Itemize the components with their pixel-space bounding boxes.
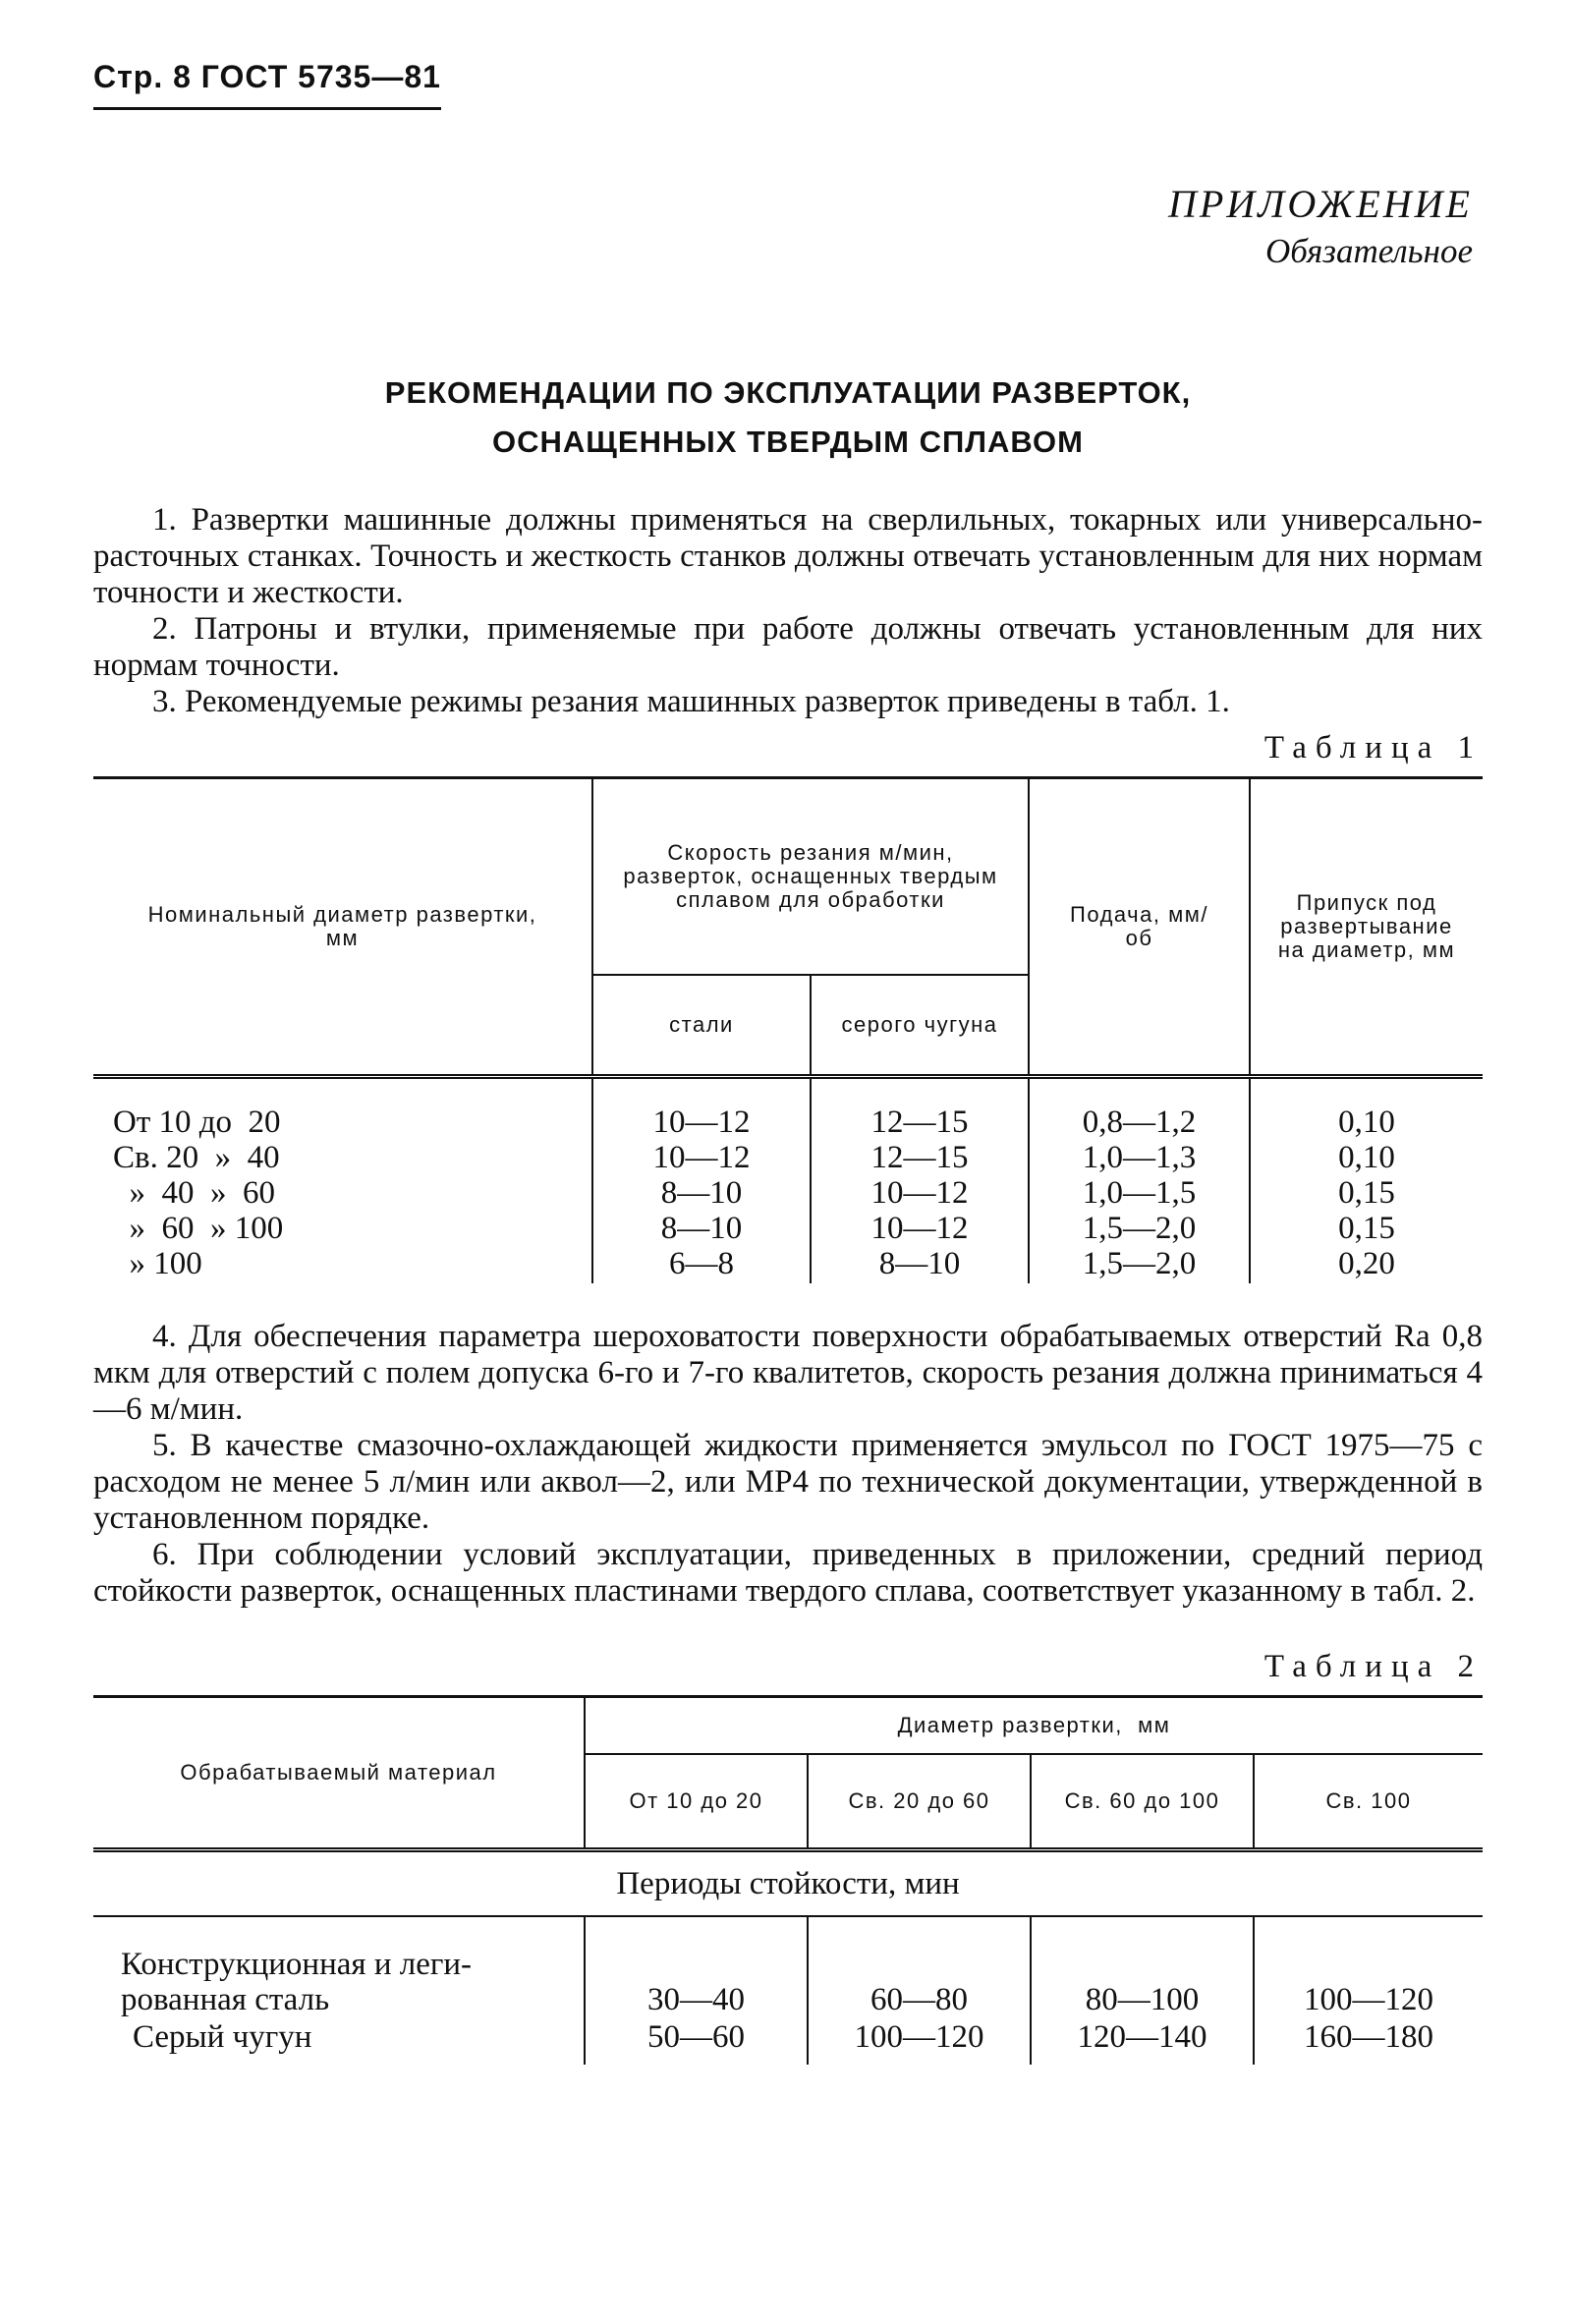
table-row (93, 1211, 1483, 1246)
paragraph-2: 2. Патроны и втулки, применяемые при работе должны отвечать установленным для них нормам точности. (93, 611, 1483, 683)
header-col-60-100: Св. 60 до 100 (1031, 1754, 1254, 1850)
cell-steel: 10—12 (592, 1077, 811, 1141)
period-label: Периоды стойкости, мин (93, 1850, 1483, 1917)
table-period-row (93, 1850, 1483, 1917)
cell-diameter: » 40 » 60 (113, 1175, 275, 1211)
page-header: Стр. 8 ГОСТ 5735—81 (93, 59, 441, 110)
paragraphs-section-1 (93, 502, 1483, 720)
cell-allowance: 0,10 (1250, 1140, 1483, 1175)
cell-allowance: 0,15 (1250, 1175, 1483, 1211)
table-2-caption: Таблица 2 (1263, 1649, 1483, 1684)
header-nominal-diameter: Номинальный диаметр развертки, мм (93, 778, 592, 1077)
cell-feed: 1,0—1,3 (1029, 1140, 1250, 1175)
table-row (93, 1916, 1483, 2018)
header-allowance: Припуск под развертывание на диаметр, мм (1250, 778, 1483, 1077)
header-col-100: Св. 100 (1254, 1754, 1483, 1850)
cell-value: 30—40 (585, 1916, 808, 2018)
paragraph-3: 3. Рекомендуемые режимы резания машинных разверток приведены в табл. 1. (152, 684, 1230, 719)
annex-subtitle: Обязательное (1265, 232, 1473, 270)
header-steel: стали (592, 975, 811, 1077)
cell-value: 50—60 (585, 2018, 808, 2065)
table-1-cutting-modes (93, 776, 1483, 1283)
document-title (93, 368, 1483, 467)
cell-steel: 10—12 (592, 1140, 811, 1175)
paragraph-5: 5. В качестве смазочно-охлаждающей жидкости применяется эмульсол по ГОСТ 1975—75 с расходом не менее 5 л/мин или аквол—2, или МР4 по технической документации, утвержденной в установленном порядке. (93, 1428, 1483, 1536)
table-row (93, 1077, 1483, 1141)
cell-material (93, 1916, 585, 2018)
table-row (93, 1140, 1483, 1175)
cell-value: 160—180 (1254, 2018, 1483, 2065)
material-line-2: рованная сталь (121, 1982, 330, 2017)
header-col-10-20: От 10 до 20 (585, 1754, 808, 1850)
cell-cast-iron: 12—15 (811, 1077, 1029, 1141)
cell-steel: 6—8 (592, 1246, 811, 1283)
cell-value: 100—120 (808, 2018, 1031, 2065)
annex-title: ПРИЛОЖЕНИЕ (1168, 182, 1473, 226)
table-2-tool-life (93, 1695, 1483, 2065)
header-cutting-speed: Скорость резания м/мин, разверток, оснащенных твердым сплавом для обработки (592, 778, 1029, 975)
cell-diameter: Св. 20 » 40 (113, 1140, 280, 1175)
cell-value: 120—140 (1031, 2018, 1254, 2065)
material-line-1: Конструкционная и леги- (121, 1947, 473, 1982)
cell-value: 100—120 (1254, 1916, 1483, 2018)
cell-cast-iron: 10—12 (811, 1175, 1029, 1211)
document-title-line-2: ОСНАЩЕННЫХ ТВЕРДЫМ СПЛАВОМ (492, 425, 1084, 459)
paragraph-6: 6. При соблюдении условий эксплуатации, приведенных в приложении, средний период стойкости разверток, оснащенных пластинами твердого сплава, соответствует указанному в табл. 2. (93, 1537, 1483, 1609)
cell-allowance: 0,10 (1250, 1077, 1483, 1141)
cell-value: 80—100 (1031, 1916, 1254, 2018)
cell-feed: 1,0—1,5 (1029, 1175, 1250, 1211)
document-title-line-1: РЕКОМЕНДАЦИИ ПО ЭКСПЛУАТАЦИИ РАЗВЕРТОК, (384, 375, 1192, 410)
cell-diameter: От 10 до 20 (113, 1105, 281, 1140)
cell-steel: 8—10 (592, 1175, 811, 1211)
cell-feed: 0,8—1,2 (1029, 1077, 1250, 1141)
table-row (93, 1246, 1483, 1283)
cell-cast-iron: 10—12 (811, 1211, 1029, 1246)
table-1-caption: Таблица 1 (1263, 730, 1483, 765)
cell-feed: 1,5—2,0 (1029, 1246, 1250, 1283)
cell-diameter: » 100 (113, 1246, 202, 1281)
cell-cast-iron: 12—15 (811, 1140, 1029, 1175)
cell-allowance: 0,20 (1250, 1246, 1483, 1283)
paragraph-4: 4. Для обеспечения параметра шероховатости поверхности обрабатываемых отверстий Ra 0,8 мкм для отверстий с полем допуска 6-го и 7-го квалитетов, скорость резания должна приниматься 4—6 м/мин. (93, 1319, 1483, 1427)
cell-allowance: 0,15 (1250, 1211, 1483, 1246)
header-col-20-60: Св. 20 до 60 (808, 1754, 1031, 1850)
paragraph-1: 1. Развертки машинные должны применяться на сверлильных, токарных или универсально-расточных станках. Точность и жесткость станков должны отвечать установленным для них нормам точности и жесткости. (93, 502, 1483, 610)
annex-block (93, 181, 1483, 275)
header-material: Обрабатываемый материал (93, 1697, 585, 1850)
table-row (93, 2018, 1483, 2065)
cell-steel: 8—10 (592, 1211, 811, 1246)
cell-feed: 1,5—2,0 (1029, 1211, 1250, 1246)
paragraphs-section-2 (93, 1319, 1483, 1610)
table-row (93, 1175, 1483, 1211)
header-feed: Подача, мм/об (1029, 778, 1250, 1077)
cell-cast-iron: 8—10 (811, 1246, 1029, 1283)
cell-value: 60—80 (808, 1916, 1031, 2018)
header-diameter-group: Диаметр развертки, мм (585, 1697, 1483, 1754)
header-cast-iron: серого чугуна (811, 975, 1029, 1077)
cell-diameter: » 60 » 100 (113, 1211, 284, 1246)
cell-material: Серый чугун (133, 2019, 312, 2055)
